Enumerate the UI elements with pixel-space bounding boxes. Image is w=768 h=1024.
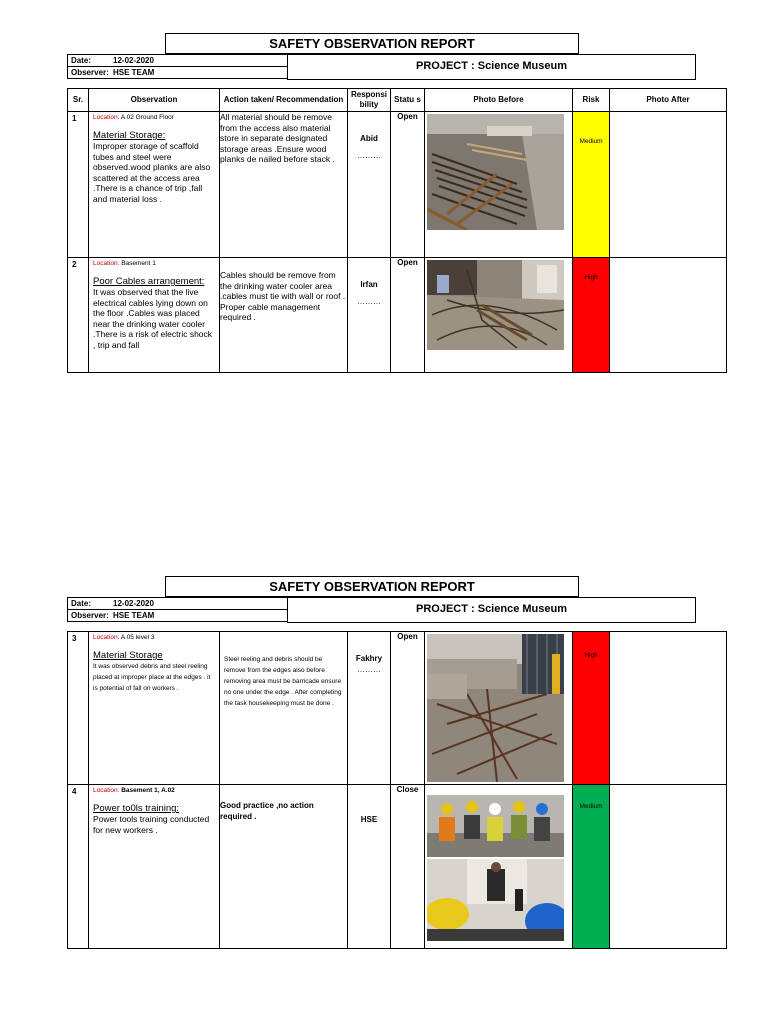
risk-cell: [573, 258, 610, 373]
photo-before-cell: [425, 632, 573, 785]
photo-debris-edge: [427, 634, 564, 782]
responsibility-cell: [348, 112, 391, 258]
status-cell: Open: [391, 258, 425, 373]
photo-training-session: [427, 859, 564, 941]
training-group-graphic: [427, 795, 564, 857]
col-responsibility: Responsi bility: [348, 89, 391, 112]
risk-cell: [573, 112, 610, 258]
photo-after-cell: [610, 112, 727, 258]
observation-table-1: [67, 88, 727, 373]
col-risk: Risk: [573, 89, 610, 112]
report-title-2: SAFETY OBSERVATION REPORT: [165, 576, 579, 597]
scaffold-photo-graphic: [427, 114, 564, 230]
location-value: A 02 Ground Floor: [120, 114, 174, 121]
responsibility-name: HSE: [360, 815, 378, 824]
observation-cell: [89, 258, 220, 373]
action-cell: Good practice ,no action required .: [220, 785, 348, 949]
photo-before-cell: [425, 258, 573, 373]
observer-value: HSE TEAM: [113, 68, 155, 77]
sr-number: 4: [68, 785, 89, 949]
training-session-graphic: [427, 859, 564, 941]
observation-heading: Material Storage: [93, 650, 163, 661]
action-cell: [220, 632, 348, 785]
responsibility-name: Abid: [360, 134, 378, 143]
responsibility-dots: ………: [357, 151, 381, 160]
date-value: 12-02-2020: [113, 56, 154, 65]
col-observation: Observation: [89, 89, 220, 112]
meta-block-1: [67, 54, 288, 79]
location-value: A 05 level 3: [120, 634, 155, 641]
risk-cell: [573, 632, 610, 785]
observer-label: Observer:: [71, 611, 109, 620]
location-label: Location:: [93, 114, 120, 121]
photo-before-cell: [425, 785, 573, 949]
sr-number: 3: [68, 632, 89, 785]
col-photo-before: Photo Before: [425, 89, 573, 112]
observation-cell: [89, 632, 220, 785]
risk-badge: Medium: [573, 785, 609, 948]
photo-training-group: [427, 795, 564, 857]
responsibility-cell: [348, 258, 391, 373]
risk-badge: Medium: [573, 112, 609, 257]
location-label: Location:: [93, 634, 120, 641]
photo-after-cell: [610, 258, 727, 373]
responsibility-cell: [348, 785, 391, 949]
date-value: 12-02-2020: [113, 599, 154, 608]
date-label: Date:: [71, 56, 92, 65]
responsibility-dots: ………: [357, 297, 381, 306]
photo-after-cell: [610, 632, 727, 785]
photo-after-cell: [610, 785, 727, 949]
responsibility-cell: [348, 632, 391, 785]
col-sr: Sr.: [68, 89, 89, 112]
status-cell: Open: [391, 632, 425, 785]
table-row: [68, 258, 727, 373]
location-label: Location:: [93, 260, 120, 267]
table-row: [68, 112, 727, 258]
cables-photo-graphic: [427, 260, 564, 350]
action-text: Steel reeling and debris should be remove from the edges also before removing area must be barricade ensure no one under the edge . After completing the task housekeeping must be done .: [224, 656, 342, 707]
sr-number: 1: [68, 112, 89, 258]
observer-label: Observer:: [71, 68, 109, 77]
risk-badge: High: [573, 258, 609, 372]
table-row: [68, 632, 727, 785]
observation-heading: Poor Cables arrangement:: [93, 276, 205, 287]
responsibility-name: Irfan: [360, 280, 378, 289]
observation-description: Improper storage of scaffold tubes and steel were observed.wood planks are also scattered at the access area .There is a chance of trip ,fall and material loss .: [93, 141, 211, 204]
col-status: Statu s: [391, 89, 425, 112]
status-cell: Close: [391, 785, 425, 949]
observation-heading: Material Storage:: [93, 130, 166, 141]
col-action: Action taken/ Recommendation: [220, 89, 348, 112]
observation-cell: [89, 112, 220, 258]
observation-description: It was observed that the live electrical cables lying down on the floor .Cables was placed near the drinking water cooler .There is a risk of electric shock , trip and fall: [93, 287, 213, 350]
debris-photo-graphic: [427, 634, 564, 782]
project-title-1: PROJECT : Science Museum: [287, 54, 696, 80]
observation-table-2: [67, 631, 727, 949]
risk-badge: High: [573, 632, 609, 784]
location-value: Basement 1: [121, 260, 156, 267]
photo-before-cell: [425, 112, 573, 258]
photo-cables: [427, 260, 564, 350]
table-row: [68, 785, 727, 949]
project-title-2: PROJECT : Science Museum: [287, 597, 696, 623]
location-value: Basement 1, A.02: [121, 787, 175, 794]
photo-scaffold-storage: [427, 114, 564, 230]
action-cell: All material should be remove from the access also material store in separate designated storage areas .Ensure wood planks de nailed before stack .: [220, 112, 348, 258]
date-label: Date:: [71, 599, 92, 608]
observation-description: Power tools training conducted for new workers .: [93, 814, 210, 835]
action-cell: Cables should be remove from the drinking water cooler area .cables must tie with wall or roof . Proper cable management required .: [220, 258, 348, 373]
location-label: Location:: [93, 787, 120, 794]
report-title-1: SAFETY OBSERVATION REPORT: [165, 33, 579, 54]
responsibility-name: Fakhry: [355, 654, 383, 663]
meta-block-2: [67, 597, 288, 622]
observer-value: HSE TEAM: [113, 611, 155, 620]
sr-number: 2: [68, 258, 89, 373]
responsibility-dots: ………: [357, 665, 381, 674]
observation-heading: Power to0ls training:: [93, 803, 180, 814]
col-photo-after: Photo After: [610, 89, 727, 112]
observation-cell: [89, 785, 220, 949]
status-cell: Open: [391, 112, 425, 258]
observation-description: It was observed debris and steel reeling placed at improper place at the edges . it is potential of fall on workers .: [93, 663, 211, 692]
risk-cell: [573, 785, 610, 949]
